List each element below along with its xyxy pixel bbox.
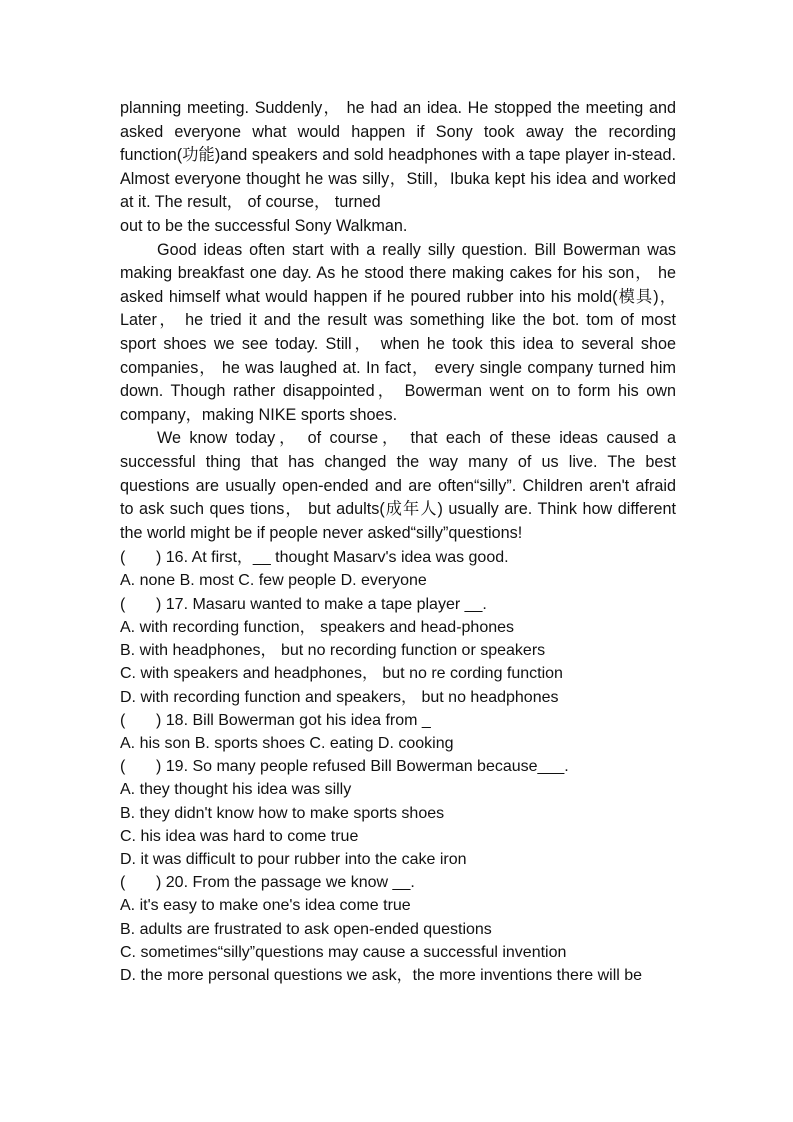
paragraph-2: Good ideas often start with a really silly question. Bill Bowerman was making breakfast one day. As he stood there making cakes for his son， he asked himself what would happen if he poured rubber into his mold(模具)， Later， he tried it and the result was something like the bot. tom of most sport shoes we see today. Still， when he took this idea to several shoe companies， he was laughed at. In fact， every single company turned him down. Though rather disappointed， Bowerman went on to form his own company，making NIKE sports shoes. xyxy=(120,240,676,424)
question-stem: ) 16. At first，__ thought Masarv's idea was good. xyxy=(156,549,509,567)
question-stem: ) 18. Bill Bowerman got his idea from _ xyxy=(156,711,431,729)
question-19-option-b: B. they didn't know how to make sports shoes xyxy=(120,804,445,822)
answer-blank: ( xyxy=(120,874,126,892)
question-20-option-d: D. the more personal questions we ask，the more inventions there will be xyxy=(120,966,643,984)
question-17-option-a: A. with recording function， speakers and head-phones xyxy=(120,618,515,636)
paragraph-1-text: planning meeting. Suddenly， he had an idea. He stopped the meeting and asked everyone what would happen if Sony took away the recording function(功能)and speakers and sold headphones with a tape player in-stead. Almost everyone thought he was silly，Still，Ibuka kept his idea and worked at it. The result， of course， turned xyxy=(120,99,676,212)
question-19-option-c: C. his idea was hard to come true xyxy=(120,827,359,845)
question-18 xyxy=(120,709,676,732)
answer-blank: ( xyxy=(120,758,126,776)
question-20-option-b: B. adults are frustrated to ask open-ended questions xyxy=(120,920,492,938)
question-stem: ) 17. Masaru wanted to make a tape player __. xyxy=(156,595,487,613)
question-19 xyxy=(120,755,676,778)
question-16-options: A. none B. most C. few people D. everyone xyxy=(120,572,427,590)
question-16 xyxy=(120,546,676,569)
question-17-option-b: B. with headphones， but no recording function or speakers xyxy=(120,642,546,660)
paragraph-1 xyxy=(120,97,676,239)
question-20 xyxy=(120,871,676,894)
question-19-option-a: A. they thought his idea was silly xyxy=(120,781,352,799)
question-20-option-c: C. sometimes“silly”questions may cause a successful invention xyxy=(120,943,567,961)
question-20-option-a: A. it's easy to make one's idea come true xyxy=(120,897,411,915)
answer-blank: ( xyxy=(120,595,126,613)
question-17-option-c: C. with speakers and headphones， but no re cording function xyxy=(120,665,563,683)
question-list xyxy=(120,546,676,987)
question-17-option-d: D. with recording function and speakers， but no headphones xyxy=(120,688,559,706)
question-17 xyxy=(120,593,676,616)
question-stem: ) 19. So many people refused Bill Bowerman because___. xyxy=(156,758,569,776)
paragraph-3: We know today， of course， that each of these ideas caused a successful thing that has changed the way many of us live. The best questions are usually open-ended and are often“silly”. Children aren't afraid to ask such ques tions， but adults(成年人) usually are. Think how different the world might be if people never asked“silly”questions! xyxy=(120,429,676,542)
paragraph-1-tail: out to be the successful Sony Walkman. xyxy=(120,216,408,235)
question-18-options: A. his son B. sports shoes C. eating D. cooking xyxy=(120,734,454,752)
question-stem: ) 20. From the passage we know __. xyxy=(156,874,415,892)
passage-body xyxy=(120,97,676,987)
answer-blank: ( xyxy=(120,549,126,567)
answer-blank: ( xyxy=(120,711,126,729)
question-19-option-d: D. it was difficult to pour rubber into the cake iron xyxy=(120,850,467,868)
